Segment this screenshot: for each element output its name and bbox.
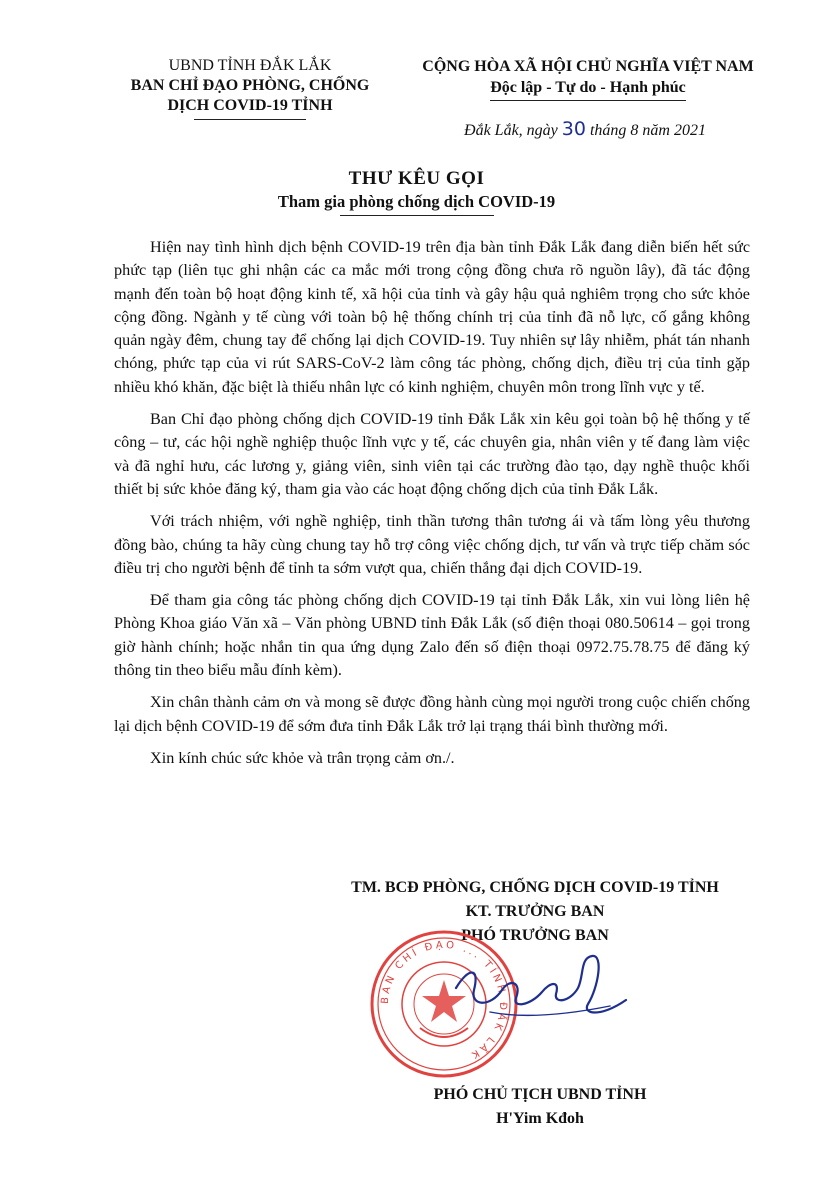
body-paragraph: Hiện nay tình hình dịch bệnh COVID-19 trên địa bàn tỉnh Đắk Lắk đang diễn biến hết sức phức tạp (liên tục ghi nhận các ca mắc mới trong cộng đồng chưa rõ nguồn lây), đã tác động mạnh đến toàn bộ hoạt động kinh tế, xã hội của tỉnh và gây hậu quả nghiêm trọng cho sức khỏe cộng đồng. Ngành y tế cùng với toàn bộ hệ thống chính trị của tỉnh đã nỗ lực, cố gắng không quản ngày đêm, chung tay để chống lại dịch COVID-19. Tuy nhiên sự lây nhiễm, phát tán nhanh chóng, phức tạp của vi rút SARS-CoV-2 làm công tác phòng, chống dịch, điều trị của tỉnh gặp nhiều khó khăn, đặc biệt là thiếu nhân lực có kinh nghiệm, chuyên môn trong lĩnh vực y tế. (114, 238, 750, 396)
date-prefix: Đắk Lắk, ngày (464, 122, 562, 139)
signature-line-2: KT. TRƯỞNG BAN (465, 903, 605, 920)
nation-name: CỘNG HÒA XÃ HỘI CHỦ NGHĨA VIỆT NAM (422, 58, 754, 75)
body-paragraph: Xin chân thành cảm ơn và mong sẽ được đồng hành cùng mọi người trong cuộc chiến chống lại dịch bệnh COVID-19 để sớm đưa tỉnh Đắk Lắk trở lại trạng thái bình thường mới. (114, 693, 750, 735)
authority-line-3: DỊCH COVID-19 TỈNH (167, 97, 333, 114)
signature-line-1: TM. BCĐ PHÒNG, CHỐNG DỊCH COVID-19 TỈNH (351, 879, 719, 896)
body-paragraph: Để tham gia công tác phòng chống dịch COVID-19 tại tỉnh Đắk Lắk, xin vui lòng liên hệ Phòng Khoa giáo Văn xã – Văn phòng UBND tỉnh Đắk Lắk (số điện thoại 080.50614 – gọi trong giờ hành chính; hoặc nhắn tin qua ứng dụng Zalo đến số điện thoại 0972.75.78.75 để đăng ký thông tin theo biểu mẫu đính kèm). (114, 591, 750, 680)
subtitle-underline (340, 215, 494, 216)
signatory (380, 1083, 700, 1131)
authority-line-1: UBND TỈNH ĐẮK LẮK (168, 57, 332, 74)
national-header (408, 56, 768, 101)
signature-line-3: PHÓ TRƯỞNG BAN (461, 927, 609, 944)
document-title: THƯ KÊU GỌI (348, 168, 485, 189)
date-suffix: tháng 8 năm 2021 (585, 122, 706, 139)
body-paragraph: Với trách nhiệm, với nghề nghiệp, tinh thần tương thân tương ái và tấm lòng yêu thương đồng bào, chúng ta hãy cùng chung tay hỗ trợ công việc chống dịch, tư vấn và trực tiếp chăm sóc điều trị cho người bệnh để tỉnh ta sớm vượt qua, chiến thắng đại dịch COVID-19. (114, 512, 750, 577)
body-paragraph: Xin kính chúc sức khỏe và trân trọng cảm ơn./. (150, 748, 455, 767)
handwritten-signature (450, 948, 640, 1026)
national-motto: Độc lập - Tự do - Hạnh phúc (490, 77, 686, 101)
signatory-title: PHÓ CHỦ TỊCH UBND TỈNH (433, 1086, 647, 1103)
authority-line-2: BAN CHỈ ĐẠO PHÒNG, CHỐNG (130, 77, 370, 94)
issuing-authority (100, 56, 400, 120)
authority-underline (194, 119, 306, 120)
body-paragraph: Ban Chỉ đạo phòng chống dịch COVID-19 tỉnh Đắk Lắk xin kêu gọi toàn bộ hệ thống y tế công – tư, các hội nghề nghiệp thuộc lĩnh vực y tế, các chuyên gia, nhân viên y tế đang làm việc và đã nghỉ hưu, các lương y, giảng viên, sinh viên tại các trường đào tạo, dạy nghề thuộc khối thiết bị sức khỏe đăng ký, tham gia vào các hoạt động chống dịch của tỉnh Đắk Lắk. (114, 410, 750, 498)
seal-text: BAN CHỈ ĐẠO ... TỈNH ĐẮK LẮK (379, 939, 509, 1062)
signatory-name: H'Yim Kđoh (496, 1110, 584, 1127)
date-day: 30 (561, 118, 586, 140)
document-date (425, 118, 745, 140)
document-body (114, 236, 750, 779)
document-subtitle: Tham gia phòng chống dịch COVID-19 (277, 192, 556, 211)
